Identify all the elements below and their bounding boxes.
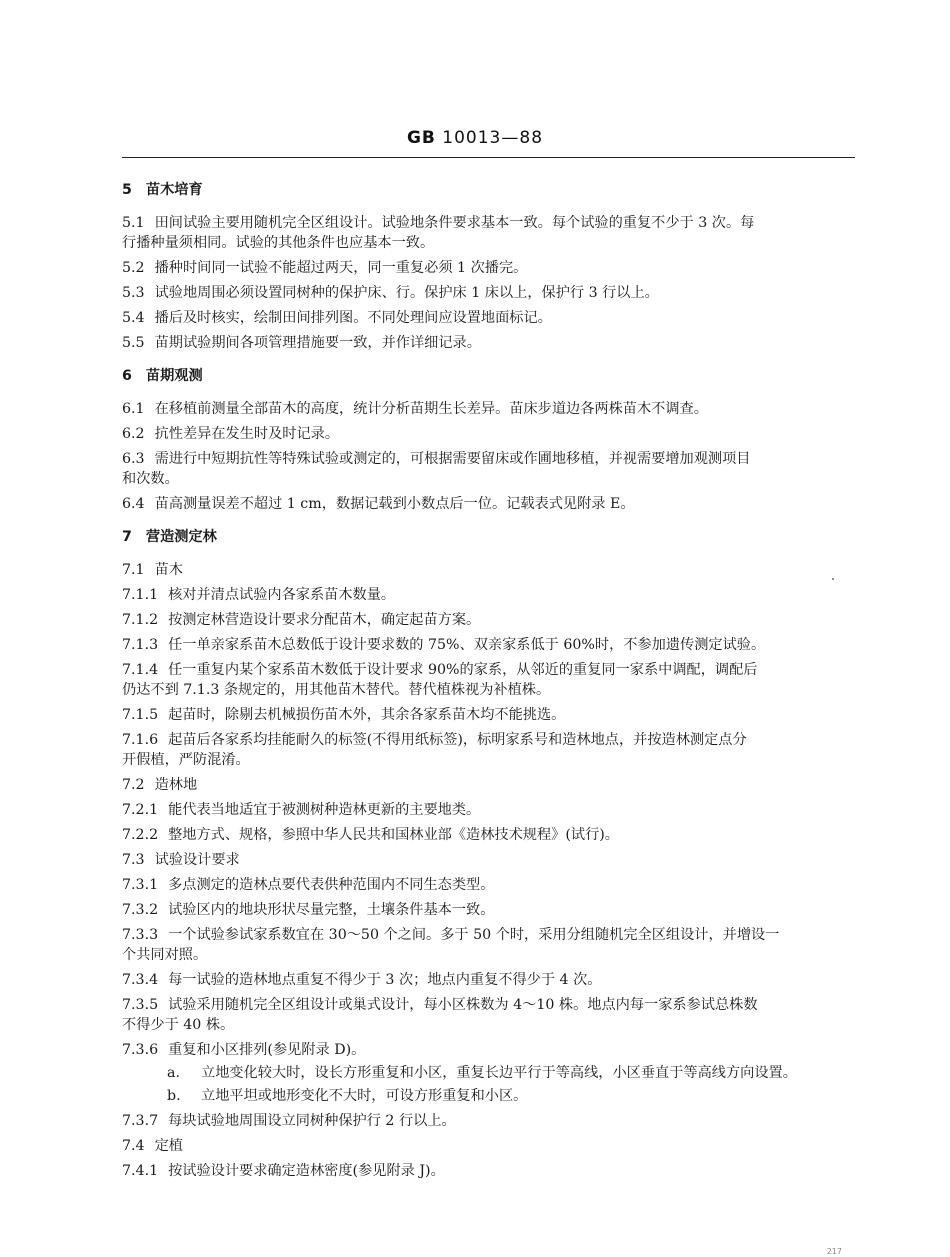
clause-text: 在移植前测量全部苗木的高度，统计分析苗期生长差异。苗床步道边各两株苗木不调查。 <box>154 401 708 417</box>
clause-text: 整地方式、规格，参照中华人民共和国林业部《造林技术规程》(试行)。 <box>168 827 619 843</box>
section-title: 苗木培育 <box>145 182 203 198</box>
clause-number: 6.3 <box>122 451 145 467</box>
text-line <box>122 585 862 605</box>
text-line <box>122 660 862 680</box>
clause-text: 多点测定的造林点要代表供种范围内不同生态类型。 <box>168 877 495 893</box>
clause-number: 7.1.2 <box>122 612 159 628</box>
clause <box>122 283 862 303</box>
clause-text: 试验区内的地块形状尽量完整，土壤条件基本一致。 <box>168 902 495 918</box>
clause <box>122 825 862 845</box>
standard-number: 10013—88 <box>442 128 544 148</box>
text-line <box>122 680 862 700</box>
clause-number: 7.3.3 <box>122 927 159 943</box>
text-line <box>122 449 862 469</box>
clause-number: 6.4 <box>122 496 145 512</box>
clause <box>122 333 862 353</box>
header-rule <box>122 157 855 158</box>
clause-text: 苗期试验期间各项管理措施要一致，并作详细记录。 <box>154 335 481 351</box>
clause-text: 能代表当地适宜于被测树种造林更新的主要地类。 <box>168 802 481 818</box>
text-line <box>122 283 862 303</box>
clause-text: 开假植，严防混淆。 <box>122 752 250 768</box>
clause-text: 不得少于 40 株。 <box>122 1017 235 1033</box>
clause-number: 7.3.2 <box>122 902 159 918</box>
clause-number: 7.3.4 <box>122 972 159 988</box>
text-line <box>122 1136 862 1156</box>
clause-number: 5.4 <box>122 310 145 326</box>
clause-number: 5.3 <box>122 285 145 301</box>
text-line <box>122 825 862 845</box>
clause-text: 苗高测量误差不超过 1 cm，数据记载到小数点后一位。记载表式见附录 E。 <box>154 496 635 512</box>
scan-speck <box>832 578 834 580</box>
list-item <box>122 1063 862 1083</box>
clause-text: 试验设计要求 <box>154 852 240 868</box>
text-line <box>122 1111 862 1131</box>
text-line <box>122 800 862 820</box>
text-line <box>122 900 862 920</box>
clause <box>122 730 862 770</box>
clause-text: 定植 <box>154 1138 183 1154</box>
clause <box>122 925 862 965</box>
clause-number: 7.1.4 <box>122 662 159 678</box>
clause-text: 核对并清点试验内各家系苗木数量。 <box>168 587 396 603</box>
clause-number: 7.1.6 <box>122 732 159 748</box>
clause-text: 重复和小区排列(参见附录 D)。 <box>168 1042 366 1058</box>
clause-text: 播种时间同一试验不能超过两天，同一重复必须 1 次播完。 <box>154 260 528 276</box>
text-line <box>122 399 862 419</box>
clause-number: 7.3 <box>122 852 145 868</box>
clause-number: 7.1.5 <box>122 707 159 723</box>
clause <box>122 800 862 820</box>
text-line <box>122 970 862 990</box>
clause-text: 一个试验参试家系数宜在 30～50 个之间。多于 50 个时，采用分组随机完全区组设计，并增设一 <box>168 927 780 943</box>
clause-number: 7.2.2 <box>122 827 159 843</box>
section-title: 苗期观测 <box>145 368 203 384</box>
text-line <box>122 945 862 965</box>
text-line <box>122 560 862 580</box>
text-line <box>122 1086 862 1106</box>
clause-text: 按测定林营造设计要求分配苗木，确定起苗方案。 <box>168 612 481 628</box>
text-line <box>122 333 862 353</box>
clause-number: 5.1 <box>122 215 145 231</box>
standard-code: GB <box>406 128 436 148</box>
clause <box>122 1136 862 1156</box>
clause-text: 试验采用随机完全区组设计或巢式设计，每小区株数为 4～10 株。地点内每一家系参试总株数 <box>168 997 758 1013</box>
clause <box>122 705 862 725</box>
clause <box>122 995 862 1035</box>
clause-text: 需进行中短期抗性等特殊试验或测定的，可根据需要留床或作圃地移植，并视需要增加观测项目 <box>154 451 751 467</box>
text-line <box>122 233 862 253</box>
clause-text: 每一试验的造林地点重复不得少于 3 次；地点内重复不得少于 4 次。 <box>168 972 602 988</box>
clause-number: 7.4 <box>122 1138 145 1154</box>
clause-number: 7.2.1 <box>122 802 159 818</box>
text-line <box>122 730 862 750</box>
clause-text: 行播种量须相同。试验的其他条件也应基本一致。 <box>122 235 435 251</box>
clause-text: 和次数。 <box>122 471 179 487</box>
section-heading <box>122 180 862 200</box>
clause-text: 仍达不到 7.1.3 条规定的，用其他苗木替代。替代植株视为补植株。 <box>122 682 551 698</box>
clause-text: 田间试验主要用随机完全区组设计。试验地条件要求基本一致。每个试验的重复不少于 3 次。每 <box>154 215 755 231</box>
clause-text: 起苗时，除剔去机械损伤苗木外，其余各家系苗木均不能挑选。 <box>168 707 566 723</box>
page-header <box>0 128 950 148</box>
text-line <box>122 308 862 328</box>
text-line <box>122 850 862 870</box>
clause-number: b. <box>167 1088 181 1104</box>
text-line <box>122 1161 862 1181</box>
text-line <box>122 469 862 489</box>
clause-number: 6.2 <box>122 426 145 442</box>
list-item <box>122 1086 862 1106</box>
text-line <box>122 424 862 444</box>
section-heading <box>122 366 862 386</box>
clause <box>122 494 862 514</box>
clause <box>122 560 862 580</box>
clause <box>122 258 862 278</box>
clause-text: 任一单亲家系苗木总数低于设计要求数的 75%、双亲家系低于 60%时，不参加遗传测定试验。 <box>168 637 766 653</box>
clause-number: 7.3.7 <box>122 1113 159 1129</box>
clause-number: 7.1 <box>122 562 145 578</box>
section-number: 6 <box>122 368 132 384</box>
section-heading <box>122 527 862 547</box>
clause <box>122 775 862 795</box>
text-line <box>122 875 862 895</box>
clause-number: 7.3.1 <box>122 877 159 893</box>
text-line <box>122 494 862 514</box>
text-line <box>122 775 862 795</box>
text-line <box>122 1015 862 1035</box>
clause <box>122 660 862 700</box>
clause-number: 7.3.5 <box>122 997 159 1013</box>
clause-text: 立地变化较大时，设长方形重复和小区，重复长边平行于等高线，小区垂直于等高线方向设置。 <box>201 1065 797 1081</box>
text-line <box>122 213 862 233</box>
text-line <box>122 925 862 945</box>
clause-text: 任一重复内某个家系苗木数低于设计要求 90%的家系，从邻近的重复同一家系中调配，调配后 <box>168 662 758 678</box>
clause-number: 5.5 <box>122 335 145 351</box>
clause <box>122 610 862 630</box>
clause <box>122 1111 862 1131</box>
clause-text: 抗性差异在发生时及时记录。 <box>154 426 340 442</box>
clause-number: 7.4.1 <box>122 1163 159 1179</box>
text-line <box>122 705 862 725</box>
clause-number: 5.2 <box>122 260 145 276</box>
clause <box>122 635 862 655</box>
text-line <box>122 635 862 655</box>
text-line <box>122 610 862 630</box>
clause-text: 每块试验地周围设立同树种保护行 2 行以上。 <box>168 1113 456 1129</box>
clause <box>122 1040 862 1060</box>
clause-text: 立地平坦或地形变化不大时，可设方形重复和小区。 <box>201 1088 528 1104</box>
clause <box>122 399 862 419</box>
clause <box>122 585 862 605</box>
clause-text: 试验地周围必须设置同树种的保护床、行。保护床 1 床以上，保护行 3 行以上。 <box>154 285 659 301</box>
clause <box>122 308 862 328</box>
section-number: 7 <box>122 529 132 545</box>
clause-number: 7.2 <box>122 777 145 793</box>
clause-text: 起苗后各家系均挂能耐久的标签(不得用纸标签)，标明家系号和造林地点，并按造林测定点分 <box>168 732 747 748</box>
section-number: 5 <box>122 182 132 198</box>
clause <box>122 1161 862 1181</box>
clause <box>122 213 862 253</box>
clause-text: 个共同对照。 <box>122 947 208 963</box>
section-title: 营造测定林 <box>145 529 217 545</box>
clause-number: 6.1 <box>122 401 145 417</box>
clause-text: 按试验设计要求确定造林密度(参见附录 J)。 <box>168 1163 445 1179</box>
page-number: 217 <box>826 1247 842 1256</box>
text-line <box>122 995 862 1015</box>
clause-text: 播后及时核实，绘制田间排列图。不同处理间应设置地面标记。 <box>154 310 552 326</box>
clause <box>122 850 862 870</box>
clause <box>122 970 862 990</box>
document-body <box>122 180 862 1181</box>
clause-number: a. <box>167 1065 180 1081</box>
text-line <box>122 750 862 770</box>
clause <box>122 424 862 444</box>
clause-number: 7.1.3 <box>122 637 159 653</box>
clause-text: 苗木 <box>154 562 183 578</box>
clause-text: 造林地 <box>154 777 198 793</box>
text-line <box>122 1040 862 1060</box>
text-line <box>122 1063 862 1083</box>
text-line <box>122 258 862 278</box>
clause-number: 7.3.6 <box>122 1042 159 1058</box>
clause <box>122 875 862 895</box>
clause <box>122 449 862 489</box>
clause-number: 7.1.1 <box>122 587 159 603</box>
clause <box>122 900 862 920</box>
